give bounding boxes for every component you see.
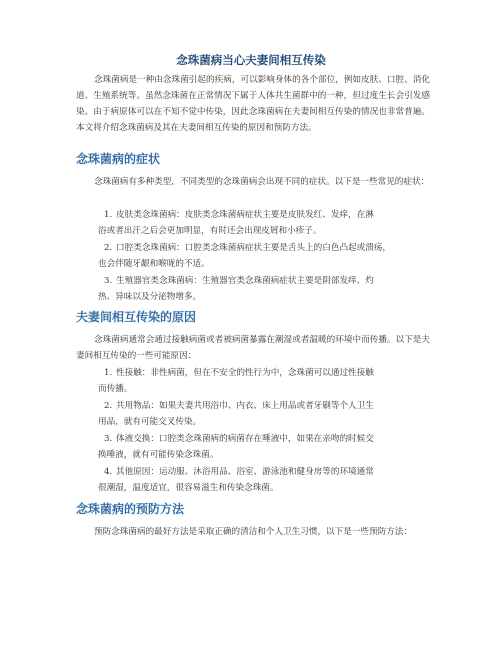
list-item [76, 465, 430, 496]
list-item-text: 体液交换：口腔类念珠菌病的病菌存在唾液中，如果在亲吻的时候交 [116, 434, 374, 444]
list-item [76, 432, 430, 463]
list-item-text-cont: 用品，就有可能交叉传染。 [98, 416, 202, 427]
list-item-number: 2. [104, 243, 113, 253]
section-heading-symptoms: 念珠菌病的症状 [76, 152, 161, 166]
list-item-text: 共用物品：如果夫妻共用浴巾、内衣、床上用品或者牙刷等个人卫生 [116, 401, 374, 411]
intro-paragraph: 念珠菌病是一种由念珠菌引起的疾病，可以影响身体的各个部位，例如皮肤、口腔、消化道、生殖系统等。虽然念珠菌在正常情况下属于人体共生菌群中的一种，但过度生长会引发感染。由于病原体可以在不知不觉中传染，因此念珠菌病在夫妻间相互传染的情况也非常普遍。本文将介绍念珠菌病及其在夫妻间相互传染的原因和预防方法。 [76, 75, 430, 133]
list-item-text-cont: 换唾液，就有可能传染念珠菌。 [98, 449, 219, 460]
document-title: 念珠菌病当心夫妻间相互传染 [176, 53, 326, 67]
section-heading-prevention: 念珠菌病的预防方法 [76, 502, 185, 516]
list-item-number: 1. [104, 210, 113, 220]
list-item [76, 399, 430, 430]
section-heading-causes: 夫妻间相互传染的原因 [76, 310, 197, 324]
list-item-text-cont: 浴或者出汗之后会更加明显，有时还会出现皮屑和小疹子。 [98, 225, 322, 236]
list-item [76, 208, 430, 239]
list-item-text: 皮肤类念珠菌病：皮肤类念珠菌病症状主要是皮肤发红、发痒，在淋 [116, 210, 374, 220]
list-item-number: 3. [104, 434, 113, 444]
list-item-number: 3. [104, 276, 113, 286]
section-lead-causes: 念珠菌病通常会通过接触病菌或者被病菌暴露在潮湿或者温暖的环境中而传播。以下是夫妻间相互传染的一些可能原因： [76, 335, 430, 361]
list-item-number: 1. [104, 368, 113, 378]
list-item-number: 4. [104, 467, 113, 477]
list-item-text-cont: 也会伴随牙龈和喉咙的不适。 [98, 258, 210, 269]
list-item-text: 生殖器官类念珠菌病：生殖器官类念珠菌病症状主要是阴部发痒、灼 [116, 276, 374, 286]
list-item-text-cont: 很潮湿，温度适宜，很容易滋生和传染念珠菌。 [98, 482, 279, 493]
list-item-text: 性接触：非性病菌，但在不安全的性行为中，念珠菌可以通过性接触 [116, 368, 374, 378]
list-item-text: 口腔类念珠菌病：口腔类念珠菌病症状主要是舌头上的白色凸起或溃疡， [116, 243, 392, 253]
section-lead-symptoms: 念珠菌病有多种类型，不同类型的念珠菌病会出现不同的症状。以下是一些常见的症状： [94, 177, 430, 187]
list-item-text-cont: 热、异味以及分泌物增多。 [98, 291, 202, 302]
list-item-text: 其他原因：运动服、沐浴用品、浴室、游泳池和健身房等的环境通常 [116, 467, 374, 477]
list-item-text-cont: 而传播。 [98, 383, 133, 394]
list-item-number: 2. [104, 401, 113, 411]
section-lead-prevention: 预防念珠菌病的最好方法是采取正确的清洁和个人卫生习惯，以下是一些预防方法： [94, 527, 412, 537]
list-item [76, 274, 430, 305]
list-item [76, 241, 430, 272]
list-item [76, 366, 430, 397]
